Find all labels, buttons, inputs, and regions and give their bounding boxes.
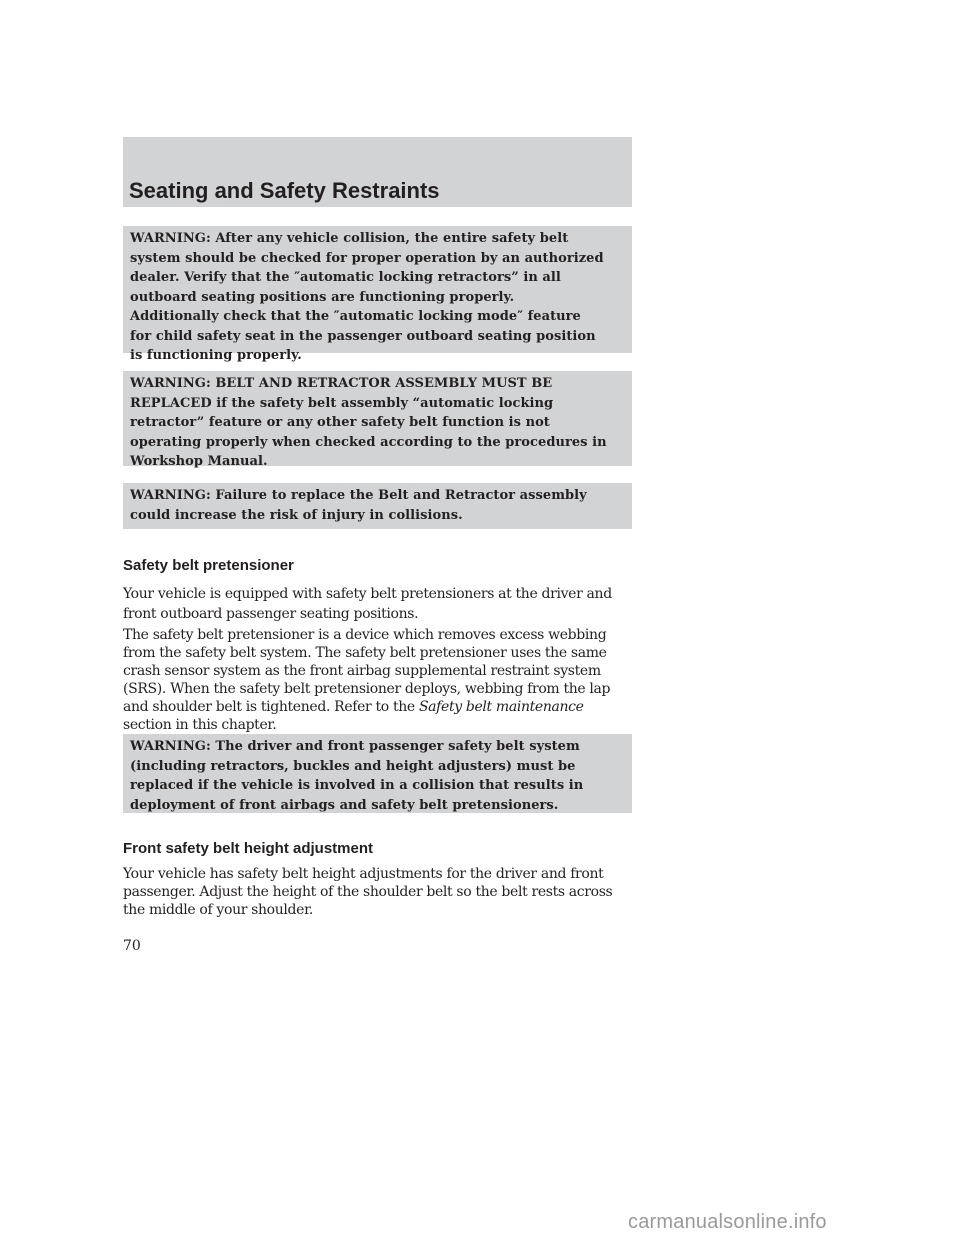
paragraph-height-adjustment	[123, 865, 635, 919]
warning-line: WARNING: The driver and front passenger safety belt system	[130, 739, 580, 754]
warning-line: could increase the risk of injury in collisions.	[130, 507, 463, 523]
warning-box-injury-risk	[123, 483, 632, 529]
text-line: (SRS). When the safety belt pretensioner deploys, webbing from the lap	[123, 681, 611, 697]
watermark: carmanualsonline.info	[628, 1211, 827, 1233]
warning-line: deployment of front airbags and safety belt pretensioners.	[130, 797, 559, 813]
page-number: 70	[123, 938, 141, 954]
text-line: the middle of your shoulder.	[123, 902, 314, 918]
warning-line: retractor” feature or any other safety belt function is not	[130, 415, 550, 430]
warning-line: system should be checked for proper operation by an authorized	[130, 250, 604, 266]
warning-line: WARNING: BELT AND RETRACTOR ASSEMBLY MUST BE	[130, 376, 553, 391]
text-line: front outboard passenger seating positions.	[123, 606, 419, 622]
warning-box-belt-replacement	[123, 371, 632, 469]
paragraph-pretensioner-intro	[123, 584, 635, 624]
text-line: Your vehicle has safety belt height adjustments for the driver and front	[123, 866, 604, 882]
warning-line: Additionally check that the ″automatic locking mode″ feature	[130, 309, 581, 324]
warning-line: operating properly when checked according to the procedures in	[130, 434, 607, 450]
text-line: from the safety belt system. The safety belt pretensioner uses the same	[123, 645, 607, 661]
text-segment: and shoulder belt is tightened. Refer to the	[123, 699, 419, 715]
warning-line: WARNING: After any vehicle collision, the entire safety belt	[130, 231, 569, 246]
text-line	[123, 698, 635, 716]
warning-line: WARNING: Failure to replace the Belt and Retractor assembly	[130, 488, 587, 503]
warning-line: Workshop Manual.	[130, 454, 268, 469]
section-title: Seating and Safety Restraints	[129, 178, 440, 203]
warning-line: REPLACED if the safety belt assembly “automatic locking	[130, 395, 554, 411]
warning-box-collision-check	[123, 226, 632, 363]
heading-front-belt-height-adjustment: Front safety belt height adjustment	[123, 840, 374, 857]
text-line: crash sensor system as the front airbag supplemental restraint system	[123, 663, 601, 679]
text-line: The safety belt pretensioner is a device which removes excess webbing	[123, 627, 607, 643]
text-line: section in this chapter.	[123, 717, 277, 733]
warning-line: dealer. Verify that the ″automatic locking retractors” in all	[130, 270, 561, 285]
text-line: Your vehicle is equipped with safety belt pretensioners at the driver and	[123, 586, 612, 602]
text-line: passenger. Adjust the height of the shoulder belt so the belt rests across	[123, 884, 613, 900]
warning-line: outboard seating positions are functioning properly.	[130, 289, 515, 305]
warning-line: replaced if the vehicle is involved in a collision that results in	[130, 778, 584, 793]
warning-line: (including retractors, buckles and height adjusters) must be	[130, 758, 576, 774]
heading-safety-belt-pretensioner: Safety belt pretensioner	[123, 557, 294, 574]
section-header-band	[123, 137, 632, 207]
warning-line: is functioning properly.	[130, 348, 302, 363]
warning-line: for child safety seat in the passenger outboard seating position	[130, 328, 596, 344]
warning-box-collision-replacement	[123, 734, 632, 813]
paragraph-pretensioner-description	[123, 626, 635, 734]
cross-reference-italic: Safety belt maintenance	[418, 699, 584, 715]
